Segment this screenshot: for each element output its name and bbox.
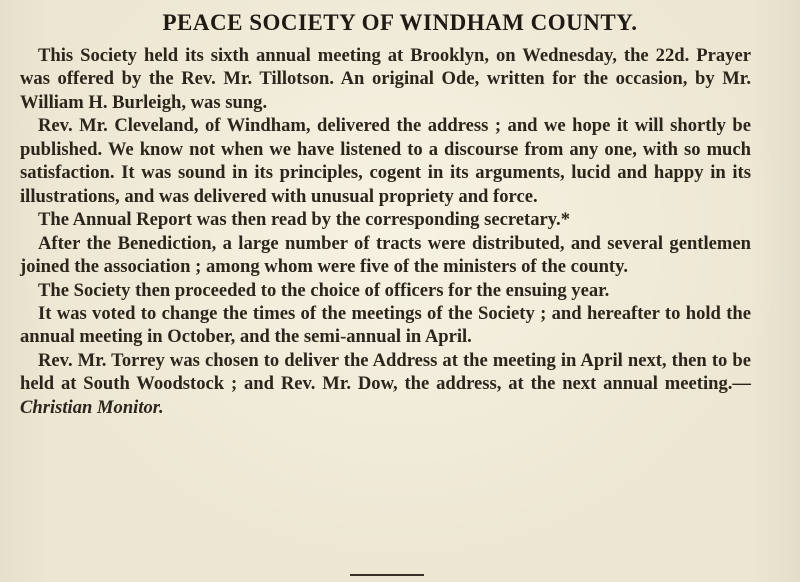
paragraph-last [20,349,751,419]
article-body [20,44,751,419]
article-title: PEACE SOCIETY OF WINDHAM COUNTY. [162,10,638,35]
paragraph: After the Benediction, a large number of tracts were distributed, and several gentlemen joined the association ; among whom were five of the ministers of the county. [20,232,751,278]
paragraph: The Annual Report was then read by the corresponding secretary.* [38,209,570,231]
paragraph: Rev. Mr. Cleveland, of Windham, delivered the address ; and we hope it will shortly be published. We know not when we have listened to a discourse from any one, with so much satisfaction. It was sound in its principles, cogent in its arguments, lucid and happy in its illustrations, and was delivered with unusual propriety and force. [20,115,751,207]
paragraph: This Society held its sixth annual meeting at Brooklyn, on Wednesday, the 22d. Prayer was offered by the Rev. Mr. Tillotson. An original Ode, written for the occasion, by Mr. William H. Burleigh, was sung. [20,45,751,113]
source-citation: Christian Monitor. [20,396,164,418]
section-divider [350,574,424,576]
paragraph: The Society then proceeded to the choice of officers for the ensuing year. [38,279,610,301]
paragraph: It was voted to change the times of the meetings of the Society ; and hereafter to hold the annual meeting in October, and the semi-annual in April. [20,302,751,348]
paragraph-text: Rev. Mr. Torrey was chosen to deliver the Address at the meeting in April next, then to be held at South Woodstock ; and Rev. Mr. Dow, the address, at the next annual meeting.— [20,349,751,395]
